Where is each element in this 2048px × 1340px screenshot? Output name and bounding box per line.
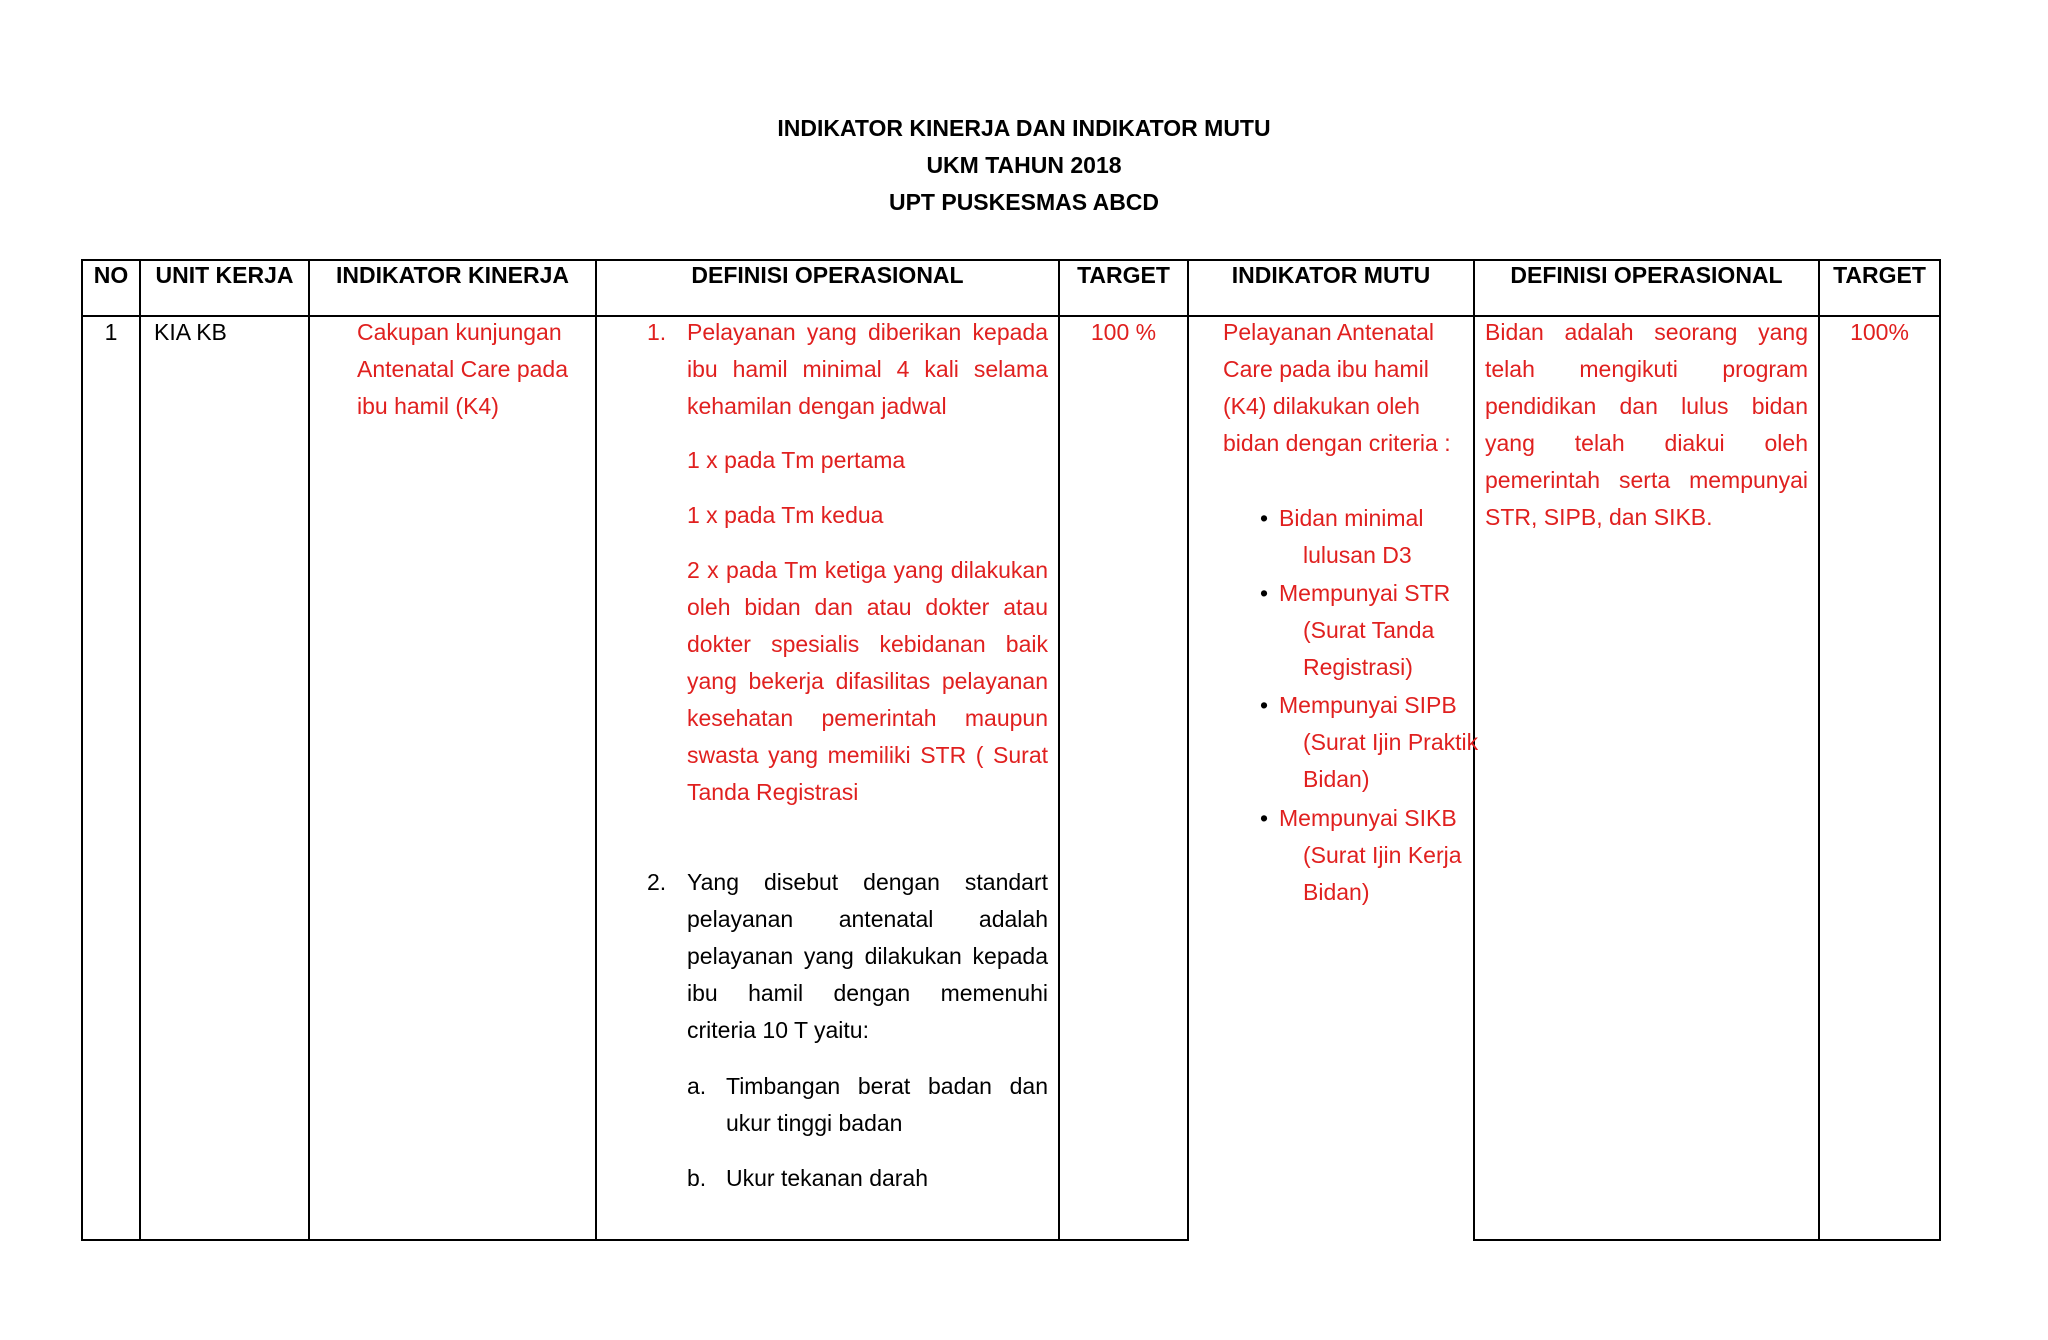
document-title-block [0, 110, 2048, 221]
def-op-item2b-letter: b. [687, 1165, 707, 1191]
col-border-7 [1818, 259, 1820, 1241]
def-op-item1-text: Pelayanan yang diberikan kepada ibu hamil minimal 4 kali selama kehamilan dengan jadwal [687, 319, 1048, 419]
col-border-8 [1939, 259, 1941, 1241]
col-border-4 [1058, 259, 1060, 1241]
title-line-1: INDIKATOR KINERJA DAN INDIKATOR MUTU [777, 115, 1271, 141]
header-target-2: TARGET [1833, 262, 1926, 288]
table-bottom-border-right [1473, 1239, 1941, 1241]
def-op-sub2: 1 x pada Tm kedua [687, 502, 884, 528]
def-op-item2-number: 2. [647, 869, 667, 895]
indikator-mutu-bullet-3: Mempunyai SIPB (Surat Ijin Praktik Bidan) [1279, 692, 1479, 792]
def-op-sub3: 2 x pada Tm ketiga yang dilakukan oleh bidan dan atau dokter atau dokter spesialis kebidanan baik yang bekerja difasilitas pelayanan kesehatan pemerintah maupun swasta yang memiliki STR ( Surat Tanda Registrasi [687, 557, 1048, 805]
indikator-mutu-intro: Pelayanan Antenatal Care pada ibu hamil (K4) dilakukan oleh bidan dengan criteria : [1223, 319, 1451, 456]
title-line-2: UKM TAHUN 2018 [926, 152, 1122, 178]
col-border-2 [308, 259, 310, 1241]
header-no: NO [93, 262, 129, 288]
bullet-dot-4: • [1260, 805, 1269, 831]
col-border-0 [81, 259, 83, 1241]
def-op-item2a-text: Timbangan berat badan dan ukur tinggi badan [726, 1073, 1048, 1136]
header-indikator-mutu: INDIKATOR MUTU [1231, 262, 1431, 288]
header-definisi-operasional-1: DEFINISI OPERASIONAL [691, 262, 964, 288]
cell-definisi-operasional-2: Bidan adalah seorang yang telah mengikuti program pendidikan dan lulus bidan yang telah diakui oleh pemerintah serta mempunyai STR, SIPB, dan SIKB. [1485, 319, 1808, 530]
bullet-dot-1: • [1260, 505, 1269, 531]
title-line-3: UPT PUSKESMAS ABCD [888, 189, 1160, 215]
header-definisi-operasional-2: DEFINISI OPERASIONAL [1510, 262, 1783, 288]
indikator-mutu-bullet-1: Bidan minimal lulusan D3 [1279, 505, 1424, 568]
bullet-dot-2: • [1260, 580, 1269, 606]
col-border-1 [139, 259, 141, 1241]
cell-no: 1 [104, 319, 118, 345]
cell-target-1: 100 % [1090, 319, 1157, 345]
col-border-3 [595, 259, 597, 1241]
header-unit-kerja: UNIT KERJA [155, 262, 294, 288]
def-op-sub1: 1 x pada Tm pertama [687, 447, 906, 473]
cell-indikator-kinerja: Cakupan kunjungan Antenatal Care pada ibu hamil (K4) [357, 319, 568, 419]
indikator-mutu-bullet-2: Mempunyai STR (Surat Tanda Registrasi) [1279, 580, 1451, 680]
indikator-mutu-bullet-4: Mempunyai SIKB (Surat Ijin Kerja Bidan) [1279, 805, 1462, 905]
header-indikator-kinerja: INDIKATOR KINERJA [336, 262, 569, 288]
table-top-border [81, 259, 1941, 261]
cell-unit-kerja: KIA KB [154, 319, 227, 345]
def-op-item2-text: Yang disebut dengan standart pelayanan antenatal adalah pelayanan yang dilakukan kepada ibu hamil dengan memenuhi criteria 10 T yaitu: [687, 869, 1048, 1043]
def-op-item2b-text: Ukur tekanan darah [726, 1165, 929, 1191]
header-target-1: TARGET [1077, 262, 1170, 288]
bullet-dot-3: • [1260, 692, 1269, 718]
def-op-item2a-letter: a. [687, 1073, 707, 1099]
table-bottom-border-left [81, 1239, 1189, 1241]
col-border-5 [1187, 259, 1189, 1241]
cell-target-2: 100% [1850, 319, 1909, 345]
def-op-item1-number: 1. [647, 319, 667, 345]
